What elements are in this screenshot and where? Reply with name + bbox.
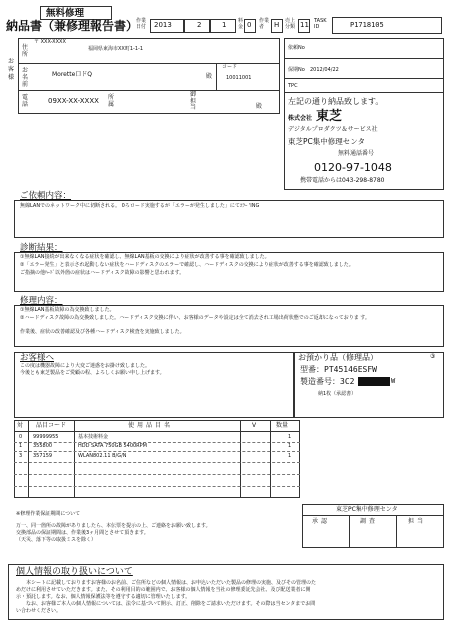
approval-col-label: 担当 [408, 518, 427, 525]
postal-code: 〒 XXX-XXXX [34, 39, 66, 45]
warranty-no-value: 2012/04/22 [310, 67, 339, 73]
free-repair-stamp-text: 無料修理 [46, 8, 85, 19]
code-value: 10011001 [226, 75, 252, 81]
delivered-text: 左記の通り納品致します。 [288, 97, 384, 106]
row-divider [284, 58, 444, 59]
table-header-divider [14, 431, 300, 432]
privacy-line-1: 本シートに記載しておりますお客様のお名前、ご住所などの個人情報は、お申込いただいた製品の修理の実施、及びその管理のた [26, 580, 317, 586]
sales-value: 11 [300, 21, 309, 29]
company-prefix: 株式会社 [288, 115, 313, 122]
customer-note-line-1: この度は機器故障により大変ご迷惑をお掛け致しました。 [20, 363, 151, 369]
privacy-line-4: なお、お客様ご本人の個人情報については、法令に基づいて開示、訂正、削除をご請求いただけます。その際は当センタまでお問 [26, 601, 316, 607]
warranty-line-3: （天災、落下等の取扱ミスを除く） [16, 537, 97, 543]
deposit-title: お預かり品（修理品） [298, 353, 378, 362]
repair-line-1: ①無線LAN基板故障の為交換致しました。 [20, 307, 115, 313]
table-cell: 1 [288, 434, 292, 440]
diagnosis-title: 診断結果： [20, 243, 63, 253]
address-value: 福岡県東海市XX町1-1-1 [88, 46, 144, 52]
person-dono: 殿 [256, 103, 263, 110]
task-label: TASK ID [314, 18, 327, 30]
table-cell: 1 [19, 443, 23, 449]
row-divider [284, 78, 444, 79]
free-number: 0120-97-1048 [314, 161, 392, 174]
serial-value: 3C2 [340, 377, 355, 386]
customer-note-line-2: 今後とも東芝製品をご愛顧の程、よろしくお願い申し上げます。 [20, 370, 165, 376]
address-label: 住所 [22, 44, 29, 59]
worker-label: 作業者 [259, 18, 270, 30]
name-dono: 殿 [206, 73, 213, 80]
table-cell: 355800 [33, 443, 53, 449]
code-label: コード [222, 64, 238, 70]
free-call-label: 無料通話番号 [338, 150, 375, 157]
row-divider [14, 451, 300, 452]
row-divider [18, 63, 280, 64]
request-no-label: 依頼No [288, 45, 305, 51]
approval-divider [302, 515, 444, 516]
repair-line-2: ②ハードディスク故障の為交換致しました。ハードディスク交換に伴い、お客様のデータや設定は全て消去され工場出荷状態でのご返却になっておりま す。 [20, 315, 370, 321]
repair-line-3: 作業後、症状の改善確認及び各種ハードディスク検査を実施致しました。 [20, 329, 185, 335]
approval-col-divider [396, 515, 397, 548]
table-cell: 99999955 [33, 434, 59, 440]
customer-note-box [14, 352, 294, 418]
phone-value: 09XX-XX-XXXX [48, 97, 99, 105]
model-value: PT45146ESFW [324, 365, 377, 374]
mobile-text: 携帯電話からは043-298-8780 [300, 177, 385, 184]
page-title: 納品書（兼修理報告書） [6, 19, 139, 33]
request-title: ご依頼内容： [20, 191, 72, 201]
deposit-note: 納1枚（承認書） [318, 391, 357, 397]
warranty-line-2: 交換部品の保証期間は、作業後3ヶ月間とさせて頂きます。 [16, 530, 149, 536]
col-header: V [252, 422, 257, 429]
worker-value: H [274, 21, 280, 29]
date-day: 1 [222, 21, 227, 29]
row-divider [284, 92, 444, 93]
tpc-label: TPC [288, 83, 298, 89]
date-label: 作業日付 [136, 18, 147, 30]
table-cell: 1 [288, 453, 292, 459]
col-header: 品目コード [36, 422, 67, 429]
name-label: お名前 [22, 67, 29, 89]
name-value: Morette口ドQ [52, 71, 92, 78]
diagnosis-line-1: ①無線LAN接続が出来なくなる症状を確認し、無線LAN基板の交換により症状が改善する事を確認致しました。 [20, 254, 270, 260]
col-header: 使用品目名 [128, 422, 174, 429]
table-cell: WLAN802.11 B/G/N [78, 453, 127, 459]
table-cell: 1 [288, 443, 292, 449]
serial-suffix: W [391, 377, 396, 385]
row-divider [14, 442, 300, 443]
flag-value: 0 [247, 21, 252, 29]
date-month: 2 [197, 21, 202, 29]
row-divider [14, 474, 300, 475]
col-header: 数量 [276, 422, 289, 429]
row-divider [14, 486, 300, 487]
table-cell: 357159 [33, 453, 53, 459]
sales-label: 売上分類 [285, 18, 296, 30]
row-divider [14, 462, 300, 463]
date-year: 2013 [154, 21, 172, 29]
approval-col-label: 調査 [360, 518, 379, 525]
task-box [332, 17, 442, 34]
request-text: 無線LANでのネットワーク中に切断される。 0ろロード実施するが「エラーが発生しました」にてｴﾗｰ 'ING [20, 203, 260, 209]
serial-redaction [358, 377, 390, 386]
customer-note-title: お客様へ [20, 353, 55, 363]
table-cell: 3 [19, 453, 23, 459]
privacy-line-5: い合わせください。 [16, 608, 62, 614]
privacy-line-2: めだけに利用させていただきます。また、その利用目的の範囲内で、お客様の個人情報を当社の修理委託先会社、及び配送業者に開 [16, 587, 311, 593]
col-header: 対 [17, 422, 24, 429]
code-divider [216, 63, 217, 90]
company-logo: 東芝 [316, 109, 343, 124]
serial-label: 製造番号： [300, 377, 340, 386]
approval-col-divider [349, 515, 350, 548]
center-name: 東芝PC集中修理センタ [288, 137, 365, 146]
approval-col-label: 承認 [312, 518, 331, 525]
deposit-badge: ③ [430, 353, 436, 360]
privacy-title: 個人情報の取り扱いについて [16, 567, 133, 577]
task-id: P1718105 [350, 21, 384, 29]
table-cell: 0 [19, 434, 23, 440]
warranty-title: ※修理作業保証期間について [16, 511, 81, 517]
table-cell: 基本技術料金 [78, 434, 109, 440]
phone-label: 電話 [22, 94, 29, 109]
privacy-line-3: 示・預託します。なお、個人情報保護法等を遵守する適切に管理いたします。 [16, 594, 191, 600]
warranty-line-1: 万一、同一箇所の故障がありましたら、本伝票を提示の上、ご連絡をお願い致します。 [16, 523, 211, 529]
customer-group-label: お客様 [8, 58, 15, 81]
repair-title: 修理内容： [20, 296, 63, 306]
warranty-no-label: 保期No [288, 67, 305, 73]
dept-label: 所属 [108, 94, 115, 109]
diagnosis-line-3: ご指摘の他ﾊｰﾄﾞ以外箇の症状はハードディスク故障の影響と思われます。 [20, 270, 185, 276]
table-cell: HDD SATA 750GB 5400RPM [78, 443, 147, 449]
model-label: 型番： [300, 365, 324, 374]
person-label: 御担当 [190, 91, 197, 112]
flag-label: 料金 [238, 18, 244, 30]
approval-title: 東芝PC集中修理センタ [336, 506, 398, 513]
company-sub: デジタルプロダクツ＆サービス社 [288, 126, 378, 133]
row-divider [18, 90, 280, 91]
diagnosis-line-2: ②「エラー発生」と表示され起動しない症状をハードディスクのエラーで確認し、ハードディスクの交換により症状が改善する事を確認致しました。 [20, 262, 354, 268]
